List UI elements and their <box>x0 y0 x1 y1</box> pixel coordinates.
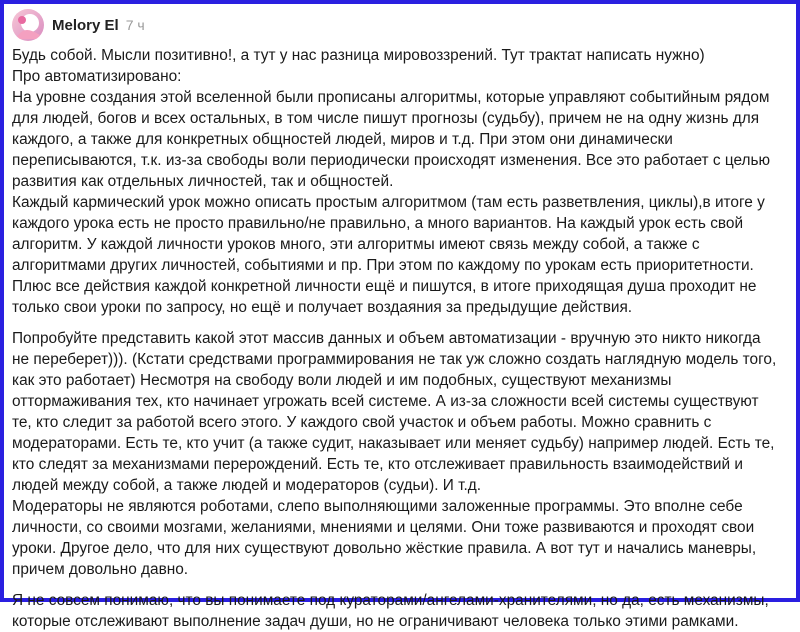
comment-text-line: развития как отдельных личностей, так и общностей. <box>12 173 394 190</box>
comment-timestamp[interactable]: 7 ч <box>125 17 145 33</box>
comment-paragraph <box>12 590 796 632</box>
comment-text-line: алгоритм. У каждой личности уроков много, эти алгоритмы имеют связь между собой, а также с <box>12 236 700 253</box>
comment-text-line: алгоритмами других личностей, событиями и пр. При этом по каждому по урокам есть приоритетности. <box>12 257 754 274</box>
comment-text-line: причем довольно давно. <box>12 561 189 578</box>
comment-text-line: Будь собой. Мысли позитивно!, а тут у нас разница мировоззрений. Тут трактат написать нужно) <box>12 47 705 64</box>
comment-text-line: для людей, богов и всех остальных, в том числе пишут прогнозы (судьбу), причем не на одну жизнь для <box>12 110 760 127</box>
comment-text-line: модераторами. Есть те, кто учит (а также судит, наказывает или меняет судьбу) например людей. Есть те, <box>12 435 775 452</box>
comment-text-line: Плюс все действия каждой конкретной личности ещё и пишутся, в итоге приходящая душа проходит не <box>12 278 757 295</box>
comment-text-line: уроки. Другое дело, что для них существуют довольно жёсткие правила. А вот тут и начались маневры, <box>12 540 757 557</box>
comment-text-line: переписываются, т.к. из-за свободы воли периодически происходят изменения. Все это работает с целью <box>12 152 771 169</box>
comment-text-line: не переберет))). (Кстати средствами программирования не так уж сложно создать наглядную модель того, <box>12 351 777 368</box>
comment-text-line: Про автоматизировано: <box>12 68 182 85</box>
comment-header <box>12 9 145 41</box>
comment-text-line: Модераторы не являются роботами, слепо выполняющими заложенные программы. Это вполне себе <box>12 498 743 515</box>
comment-body <box>12 45 796 632</box>
comment-paragraph <box>12 328 796 580</box>
avatar-image <box>12 9 44 41</box>
comment-text-line: каждого урока есть не просто правильно/не правильно, а много вариантов. На каждый урок есть свой <box>12 215 744 232</box>
comment-text-line: На уровне создания этой вселенной были прописаны алгоритмы, которые управляют событийным рядом <box>12 89 770 106</box>
comment-text-line: личности, со своими мозгами, желаниями, мнениями и целями. Они тоже развиваются и проходят свои <box>12 519 755 536</box>
comment-text-line: людей между собой, а также людей и модераторов (судьи). И т.д. <box>12 477 481 494</box>
comment-text-line: оттормаживания тех, кто начинает угрожать всей системе. А из-за сложности всей системы существуют <box>12 393 759 410</box>
author-name[interactable]: Melory El <box>52 16 119 34</box>
comment-text-line: Я не совсем понимаю, что вы понимаете под кураторами/ангелами-хранителями, но да, есть механизмы, <box>12 592 769 609</box>
comment-text-line: те, кто следит за работой всего этого. У каждого свой участок и объем работы. Можно сравнить с <box>12 414 712 431</box>
comment-text-line: только свои уроки по запросу, но ещё и получает воздаяния за предыдущие действия. <box>12 299 633 316</box>
comment-text-line: которые отслеживают выполнение задач души, но не ограничивают человека только этими рамками. <box>12 613 739 630</box>
comment-text-line: как это работает) Несмотря на свободу воли людей и им подобных, существуют механизмы <box>12 372 672 389</box>
comment-text-line: каждого, а также для конкретных общностей людей, миров и т.д. При этом они динамически <box>12 131 673 148</box>
comment-paragraph <box>12 45 796 318</box>
comment-text-line: Попробуйте представить какой этот массив данных и объем автоматизации - вручную это никто никогда <box>12 330 761 347</box>
comment-text-line: кто следят за механизмами перерождений. Есть те, кто отслеживает правильность взаимодействий и <box>12 456 743 473</box>
comment-text-line: Каждый кармический урок можно описать простым алгоритмом (там есть разветвления, циклы),в итоге у <box>12 194 765 211</box>
avatar[interactable] <box>12 9 44 41</box>
